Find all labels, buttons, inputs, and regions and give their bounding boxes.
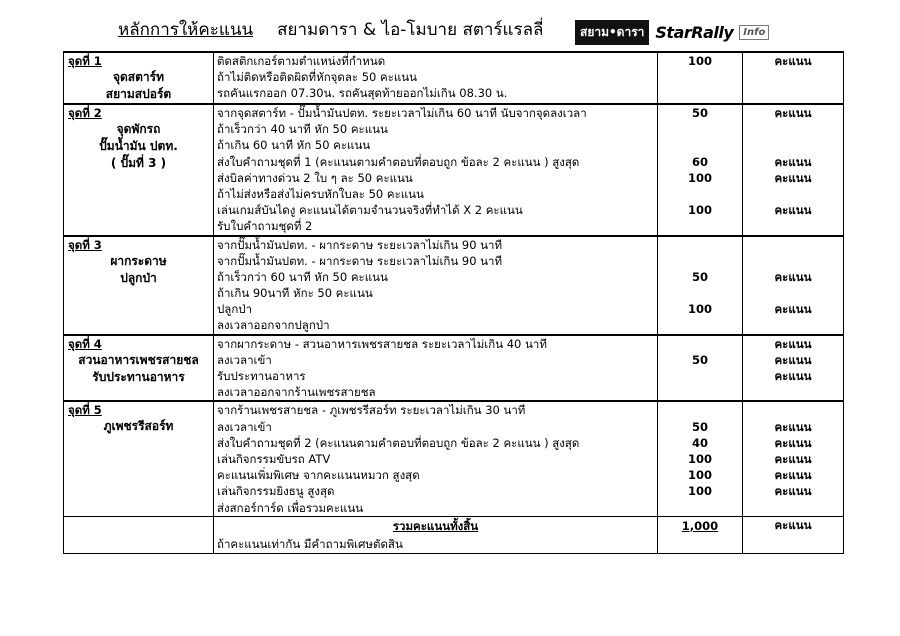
points-unit [743, 500, 843, 516]
checkpoint-name-line: ผากระดาษ [110, 253, 167, 268]
siam-dara-logo: สยาม•ดารา [575, 20, 649, 45]
rule-line: จากร้านเพชรสายชล - ภูเพชรรีสอร์ท ระยะเวลาไม่เกิน 30 นาที [217, 403, 526, 418]
checkpoint-label: จุดที่ 4 [68, 336, 102, 351]
checkpoint-cell [64, 236, 214, 335]
points-value [658, 85, 742, 101]
rule-line: เล่นกิจกรรมยิงธนู สูงสุด [217, 484, 335, 499]
points-value: 50 [691, 419, 708, 434]
points-unit [743, 285, 843, 301]
points-value: 60 [691, 154, 708, 169]
rule-line: จากปั๊มน้ำมันปตท. - ผากระดาษ ระยะเวลาไม่เกิน 90 นาที [217, 237, 503, 252]
rule-line: ถ้าไม่ส่งหรือส่งไม่ครบหักใบละ 50 คะแนน [217, 186, 424, 201]
checkpoint-name-line: จุดพักรถ [116, 122, 161, 136]
rule-line: ลงเวลาออกจากปลูกป่า [217, 318, 330, 333]
points-cell [658, 236, 743, 335]
rule-line: ลงเวลาออกจากร้านเพชรสายชล [217, 385, 376, 400]
rule-line: ถ้าเกิน 60 นาที หัก 50 คะแนน [217, 138, 371, 153]
points-unit: คะแนน [774, 451, 812, 466]
rule-line: ส่งใบคำถามชุดที่ 1 (คะแนนตามคำตอบที่ตอบถูก ข้อละ 2 คะแนน ) สูงสุด [217, 154, 580, 169]
points-unit: คะแนน [774, 302, 812, 317]
points-value [658, 336, 742, 352]
points-unit [743, 402, 843, 418]
points-value [658, 218, 742, 234]
points-value [658, 237, 742, 253]
total-value: 1,000 [681, 518, 719, 533]
checkpoint-name-line: ปลูกป่า [120, 270, 157, 285]
points-value [658, 121, 742, 137]
rule-line: ลงเวลาเข้า [217, 352, 272, 367]
rule-line: ติดสติกเกอร์ตามตำแหน่งที่กำหนด [217, 54, 386, 68]
checkpoint-label: จุดที่ 3 [68, 237, 102, 252]
points-unit: คะแนน [774, 484, 812, 499]
units-cell [743, 104, 844, 236]
rule-line: เล่นเกมส์บันไดงู คะแนนได้ตามจำนวนจริงที่ทำได้ X 2 คะแนน [217, 203, 523, 218]
rule-line: จากปั๊มน้ำมันปตท. - ผากระดาษ ระยะเวลาไม่เกิน 90 นาที [217, 253, 503, 268]
rule-line: ส่งใบคำถามชุดที่ 2 (คะแนนตามคำตอบที่ตอบถูก ข้อละ 2 คะแนน ) สูงสุด [217, 435, 580, 450]
points-value: 50 [691, 352, 708, 367]
scoring-table [63, 51, 844, 554]
points-unit [743, 237, 843, 253]
units-cell [743, 236, 844, 335]
points-unit [743, 253, 843, 269]
points-unit: คะแนน [774, 369, 812, 383]
points-value [658, 285, 742, 301]
points-value: 100 [687, 54, 712, 68]
rules-cell [214, 52, 658, 104]
rule-line: ถ้าไม่ติดหรือติดผิดที่หักจุดละ 50 คะแนน [217, 70, 418, 85]
points-value: 100 [687, 203, 712, 218]
total-unit: คะแนน [774, 517, 812, 532]
checkpoint-row [64, 401, 844, 516]
rule-line: จากจุดสตาร์ท - ปั๊มน้ำมันปตท. ระยะเวลาไม่เกิน 60 นาที นับจากจุดลงเวลา [217, 106, 587, 120]
checkpoint-name-line: ปั๊มน้ำมัน ปตท. [99, 139, 178, 153]
points-value: 40 [691, 435, 708, 450]
rule-line: รถคันแรกออก 07.30น. รถคันสุดท้ายออกไม่เกิน 08.30 น. [217, 86, 508, 101]
units-cell [743, 335, 844, 402]
points-unit [743, 137, 843, 153]
checkpoint-label: จุดที่ 5 [68, 403, 102, 418]
points-unit: คะแนน [774, 336, 812, 351]
points-value: 100 [687, 451, 712, 466]
checkpoint-cell [64, 52, 214, 104]
checkpoint-row [64, 52, 844, 104]
event-name: สยามดารา & ไอ-โมบาย สตาร์แรลลี่ [277, 20, 544, 40]
points-unit: คะแนน [774, 468, 812, 483]
points-unit: คะแนน [774, 203, 812, 218]
points-unit [743, 121, 843, 137]
points-value: 100 [687, 468, 712, 483]
tiebreak-note: ถ้าคะแนนเท่ากัน มีคำถามพิเศษตัดสิน [217, 536, 403, 551]
rules-cell [214, 401, 658, 516]
checkpoint-name-line: สยามสปอร์ต [105, 87, 172, 101]
total-label-cell [214, 516, 658, 553]
rules-cell [214, 335, 658, 402]
points-cell [658, 335, 743, 402]
points-value: 50 [691, 269, 708, 284]
points-unit [743, 218, 843, 234]
checkpoint-name-line: ภูเพชรรีสอร์ท [103, 419, 174, 434]
points-value [658, 384, 742, 400]
rule-line: ถ้าเร็วกว่า 40 นาที หัก 50 คะแนน [217, 122, 388, 137]
sponsor-logos [575, 20, 769, 45]
points-value [658, 368, 742, 384]
checkpoint-label: จุดที่ 2 [68, 106, 102, 120]
total-value-cell [658, 516, 743, 553]
total-row [64, 516, 844, 553]
points-unit: คะแนน [774, 54, 812, 68]
page-title: หลักการให้คะแนน [118, 20, 254, 40]
points-value: 100 [687, 170, 712, 185]
points-unit [743, 317, 843, 333]
checkpoint-cell [64, 104, 214, 236]
total-empty-cell [64, 516, 214, 553]
points-unit: คะแนน [774, 154, 812, 169]
points-value: 100 [687, 484, 712, 499]
page-header [118, 16, 543, 42]
checkpoint-cell [64, 335, 214, 402]
checkpoint-row [64, 236, 844, 335]
rule-line: ส่งบิลค่าทางด่วน 2 ใบ ๆ ละ 50 คะแนน [217, 170, 413, 185]
points-unit: คะแนน [774, 352, 812, 367]
rules-cell [214, 104, 658, 236]
rule-line: ปลูกป่า [217, 302, 253, 317]
points-value [658, 500, 742, 516]
points-unit: คะแนน [774, 419, 812, 434]
rule-line: ลงเวลาเข้า [217, 419, 272, 434]
points-unit: คะแนน [774, 106, 812, 120]
rule-line: จากผากระดาษ - สวนอาหารเพชรสายชล ระยะเวลาไม่เกิน 40 นาที [217, 336, 547, 351]
points-unit [743, 69, 843, 85]
checkpoint-row [64, 104, 844, 236]
points-cell [658, 104, 743, 236]
points-value [658, 137, 742, 153]
rule-line: รับใบคำถามชุดที่ 2 [217, 219, 313, 234]
points-unit: คะแนน [774, 435, 812, 450]
rule-line: เล่นกิจกรรมขับรถ ATV [217, 451, 331, 466]
points-cell [658, 52, 743, 104]
star-rally-logo: StarRally [655, 23, 734, 42]
info-logo: Info [739, 25, 769, 40]
points-value [658, 253, 742, 269]
total-label: รวมคะแนนทั้งสิ้น [392, 518, 479, 533]
points-value [658, 317, 742, 333]
units-cell [743, 401, 844, 516]
checkpoint-name-line: รับประทานอาหาร [92, 369, 185, 384]
points-value: 100 [687, 302, 712, 317]
total-unit-cell [743, 516, 844, 553]
points-cell [658, 401, 743, 516]
points-unit [743, 85, 843, 101]
checkpoint-name-line: สวนอาหารเพชรสายชล [78, 352, 199, 367]
points-unit: คะแนน [774, 170, 812, 185]
checkpoint-name-line: ( ปั๊มที่ 3 ) [110, 156, 167, 170]
checkpoint-name-line: จุดสตาร์ท [112, 70, 165, 84]
rule-line: รับประทานอาหาร [217, 369, 306, 383]
rule-line: ถ้าเกิน 90นาที หักะ 50 คะแนน [217, 286, 373, 301]
checkpoint-row [64, 335, 844, 402]
points-unit: คะแนน [774, 269, 812, 284]
rule-line: ส่งสกอร์การ์ด เพื่อรวมคะแนน [217, 500, 364, 515]
checkpoint-cell [64, 401, 214, 516]
points-value [658, 69, 742, 85]
rules-cell [214, 236, 658, 335]
points-value [658, 402, 742, 418]
points-unit [743, 384, 843, 400]
points-value [658, 186, 742, 202]
points-unit [743, 186, 843, 202]
units-cell [743, 52, 844, 104]
checkpoint-label: จุดที่ 1 [68, 54, 102, 68]
rule-line: คะแนนเพิ่มพิเศษ จากคะแนนหมวก สูงสุด [217, 468, 420, 483]
points-value: 50 [691, 106, 708, 120]
rule-line: ถ้าเร็วกว่า 60 นาที หัก 50 คะแนน [217, 269, 388, 284]
